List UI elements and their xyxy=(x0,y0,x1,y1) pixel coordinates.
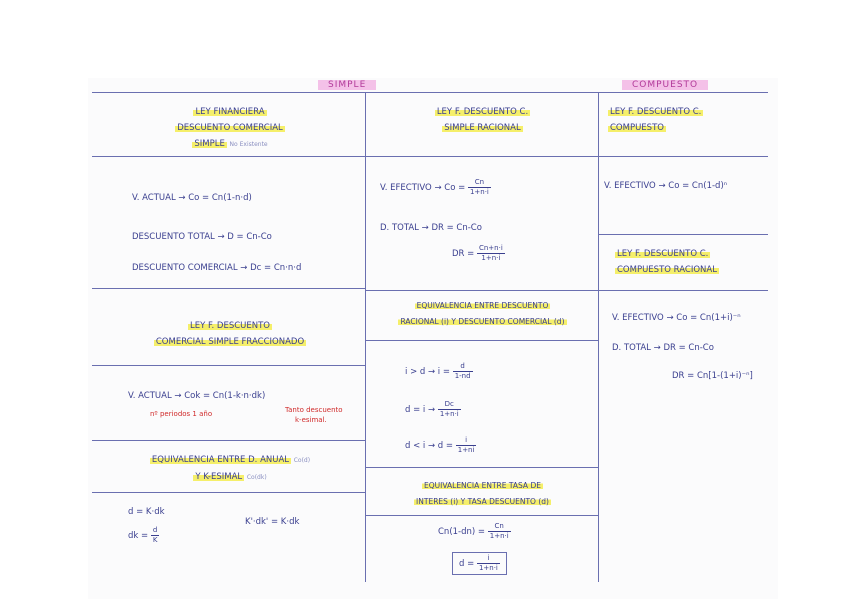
title-line: LEY F. DESCUENTO xyxy=(189,321,270,331)
formula-eq2 xyxy=(128,526,159,545)
fraction xyxy=(438,400,461,419)
denominator: K xyxy=(152,536,158,544)
numerator: Dc xyxy=(438,400,461,410)
fraction xyxy=(151,526,160,545)
denominator: 1+n·i xyxy=(478,564,498,572)
law-simple-commercial xyxy=(100,104,360,153)
divider-1 xyxy=(365,92,366,582)
row-rule xyxy=(92,156,768,157)
row-rule xyxy=(92,288,365,289)
title-line: LEY F. DESCUENTO C. xyxy=(617,249,709,259)
row-rule xyxy=(365,515,598,516)
title-line: EQUIVALENCIA ENTRE DESCUENTO xyxy=(416,301,549,310)
title-line: COMERCIAL SIMPLE FRACCIONADO xyxy=(155,337,305,347)
denominator: 1+ni xyxy=(457,446,475,454)
title-line: LEY F. DESCUENTO C. xyxy=(436,107,529,117)
fraction xyxy=(453,362,473,381)
formula-eq1: d = K·dk xyxy=(128,507,165,517)
row-rule xyxy=(365,290,598,291)
title-line: EQUIVALENCIA ENTRE D. ANUAL xyxy=(151,455,290,465)
formula-d-total: D. TOTAL → DR = Cn-Co xyxy=(380,223,482,233)
title-line: SIMPLE xyxy=(194,139,225,149)
eq-lhs: DR = xyxy=(452,249,475,259)
divider-2 xyxy=(598,92,599,582)
formula-v-actual: V. ACTUAL → Co = Cn(1-n·d) xyxy=(132,193,252,203)
numerator: i xyxy=(456,436,477,446)
numerator: d xyxy=(151,526,160,536)
formula-v-efectivo xyxy=(380,178,491,197)
formula-case-less xyxy=(405,436,476,455)
title-note: Co(d) xyxy=(293,457,311,464)
denominator: 1-nd xyxy=(454,372,471,380)
numerator: i xyxy=(477,554,500,564)
law-simple-rational xyxy=(370,104,595,136)
header-compuesto: COMPUESTO xyxy=(622,80,708,90)
formula-case-greater xyxy=(405,362,473,381)
numerator: Cn xyxy=(468,178,491,188)
eq-lhs: Cn(1-dn) = xyxy=(438,527,486,537)
eq-lhs: d < i → d = xyxy=(405,441,454,451)
title-note: No Existente xyxy=(229,141,268,148)
row-rule xyxy=(92,440,365,441)
row-rule xyxy=(92,492,365,493)
denominator: 1+n·i xyxy=(489,532,509,540)
row-rule xyxy=(365,340,598,341)
eq-lhs: dk = xyxy=(128,531,149,541)
numerator: Cn+n·i xyxy=(478,244,503,252)
row-rule xyxy=(365,467,598,468)
title-line: COMPUESTO RACIONAL xyxy=(617,265,717,275)
formula-eq3: K'·dk' = K·dk xyxy=(245,517,300,527)
fraction xyxy=(456,436,477,455)
denominator: 1+n·i xyxy=(481,254,501,262)
title-note: Co(dk) xyxy=(246,474,267,481)
note-tanto: Tanto descuento xyxy=(285,406,343,414)
law-simple-fractioned xyxy=(100,318,360,350)
row-rule xyxy=(598,234,768,235)
title-line: INTERES (i) Y TASA DESCUENTO (d) xyxy=(416,497,549,506)
title-line: RACIONAL (i) Y DESCUENTO COMERCIAL (d) xyxy=(400,317,565,326)
denominator: 1+n·i xyxy=(439,410,459,418)
title-line: SIMPLE RACIONAL xyxy=(444,123,521,133)
formula-case-equal xyxy=(405,400,461,419)
title-line: EQUIVALENCIA ENTRE TASA DE xyxy=(424,481,541,490)
formula-rational-d-total: D. TOTAL → DR = Cn-Co xyxy=(612,343,714,353)
row-rule xyxy=(92,365,365,366)
formula-desc-comercial: DESCUENTO COMERCIAL → Dc = Cn·n·d xyxy=(132,263,302,273)
formula-dr xyxy=(452,244,505,263)
fraction xyxy=(477,244,505,263)
equiv-interest-discount xyxy=(370,478,595,510)
formula-tasa-eq2 xyxy=(452,552,507,575)
formula-tasa-eq1 xyxy=(438,522,511,541)
title-line: COMPUESTO xyxy=(610,123,664,133)
title-line: LEY F. DESCUENTO C. xyxy=(610,107,702,117)
eq-lhs: d = xyxy=(459,559,475,569)
eq-lhs: V. EFECTIVO → Co = xyxy=(380,183,466,193)
formula-rational-v-efectivo: V. EFECTIVO → Co = Cn(1+i)⁻ⁿ xyxy=(612,313,741,323)
title-line: Y K-ESIMAL xyxy=(195,472,243,482)
title-line: LEY FINANCIERA xyxy=(195,107,265,117)
formula-compound-v-efectivo: V. EFECTIVO → Co = Cn(1-d)ⁿ xyxy=(604,181,728,191)
denominator: 1+n·i xyxy=(469,188,489,196)
fraction xyxy=(468,178,491,197)
law-compound-commercial xyxy=(608,104,758,136)
numerator: Cn xyxy=(488,522,511,532)
formula-frac-v-actual: V. ACTUAL → Cok = Cn(1-k·n·dk) xyxy=(128,391,266,401)
numerator: d xyxy=(453,362,473,372)
formula-rational-dr: DR = Cn[1-(1+i)⁻ⁿ] xyxy=(672,371,753,381)
fraction xyxy=(477,554,500,573)
header-simple: SIMPLE xyxy=(318,80,376,90)
note-kesimal: k-esimal. xyxy=(295,416,327,424)
formula-desc-total: DESCUENTO TOTAL → D = Cn-Co xyxy=(132,232,272,242)
title-line: DESCUENTO COMERCIAL xyxy=(177,123,283,133)
law-compound-rational xyxy=(615,246,765,278)
row-rule xyxy=(598,290,768,291)
eq-lhs: i > d → i = xyxy=(405,367,450,377)
equiv-annual-kesimal xyxy=(100,452,360,486)
eq-lhs: d = i → xyxy=(405,405,436,415)
equiv-rational-commercial xyxy=(370,298,595,330)
fraction xyxy=(488,522,511,541)
note-periods: nº periodos 1 año xyxy=(150,410,213,418)
top-rule xyxy=(92,92,768,93)
